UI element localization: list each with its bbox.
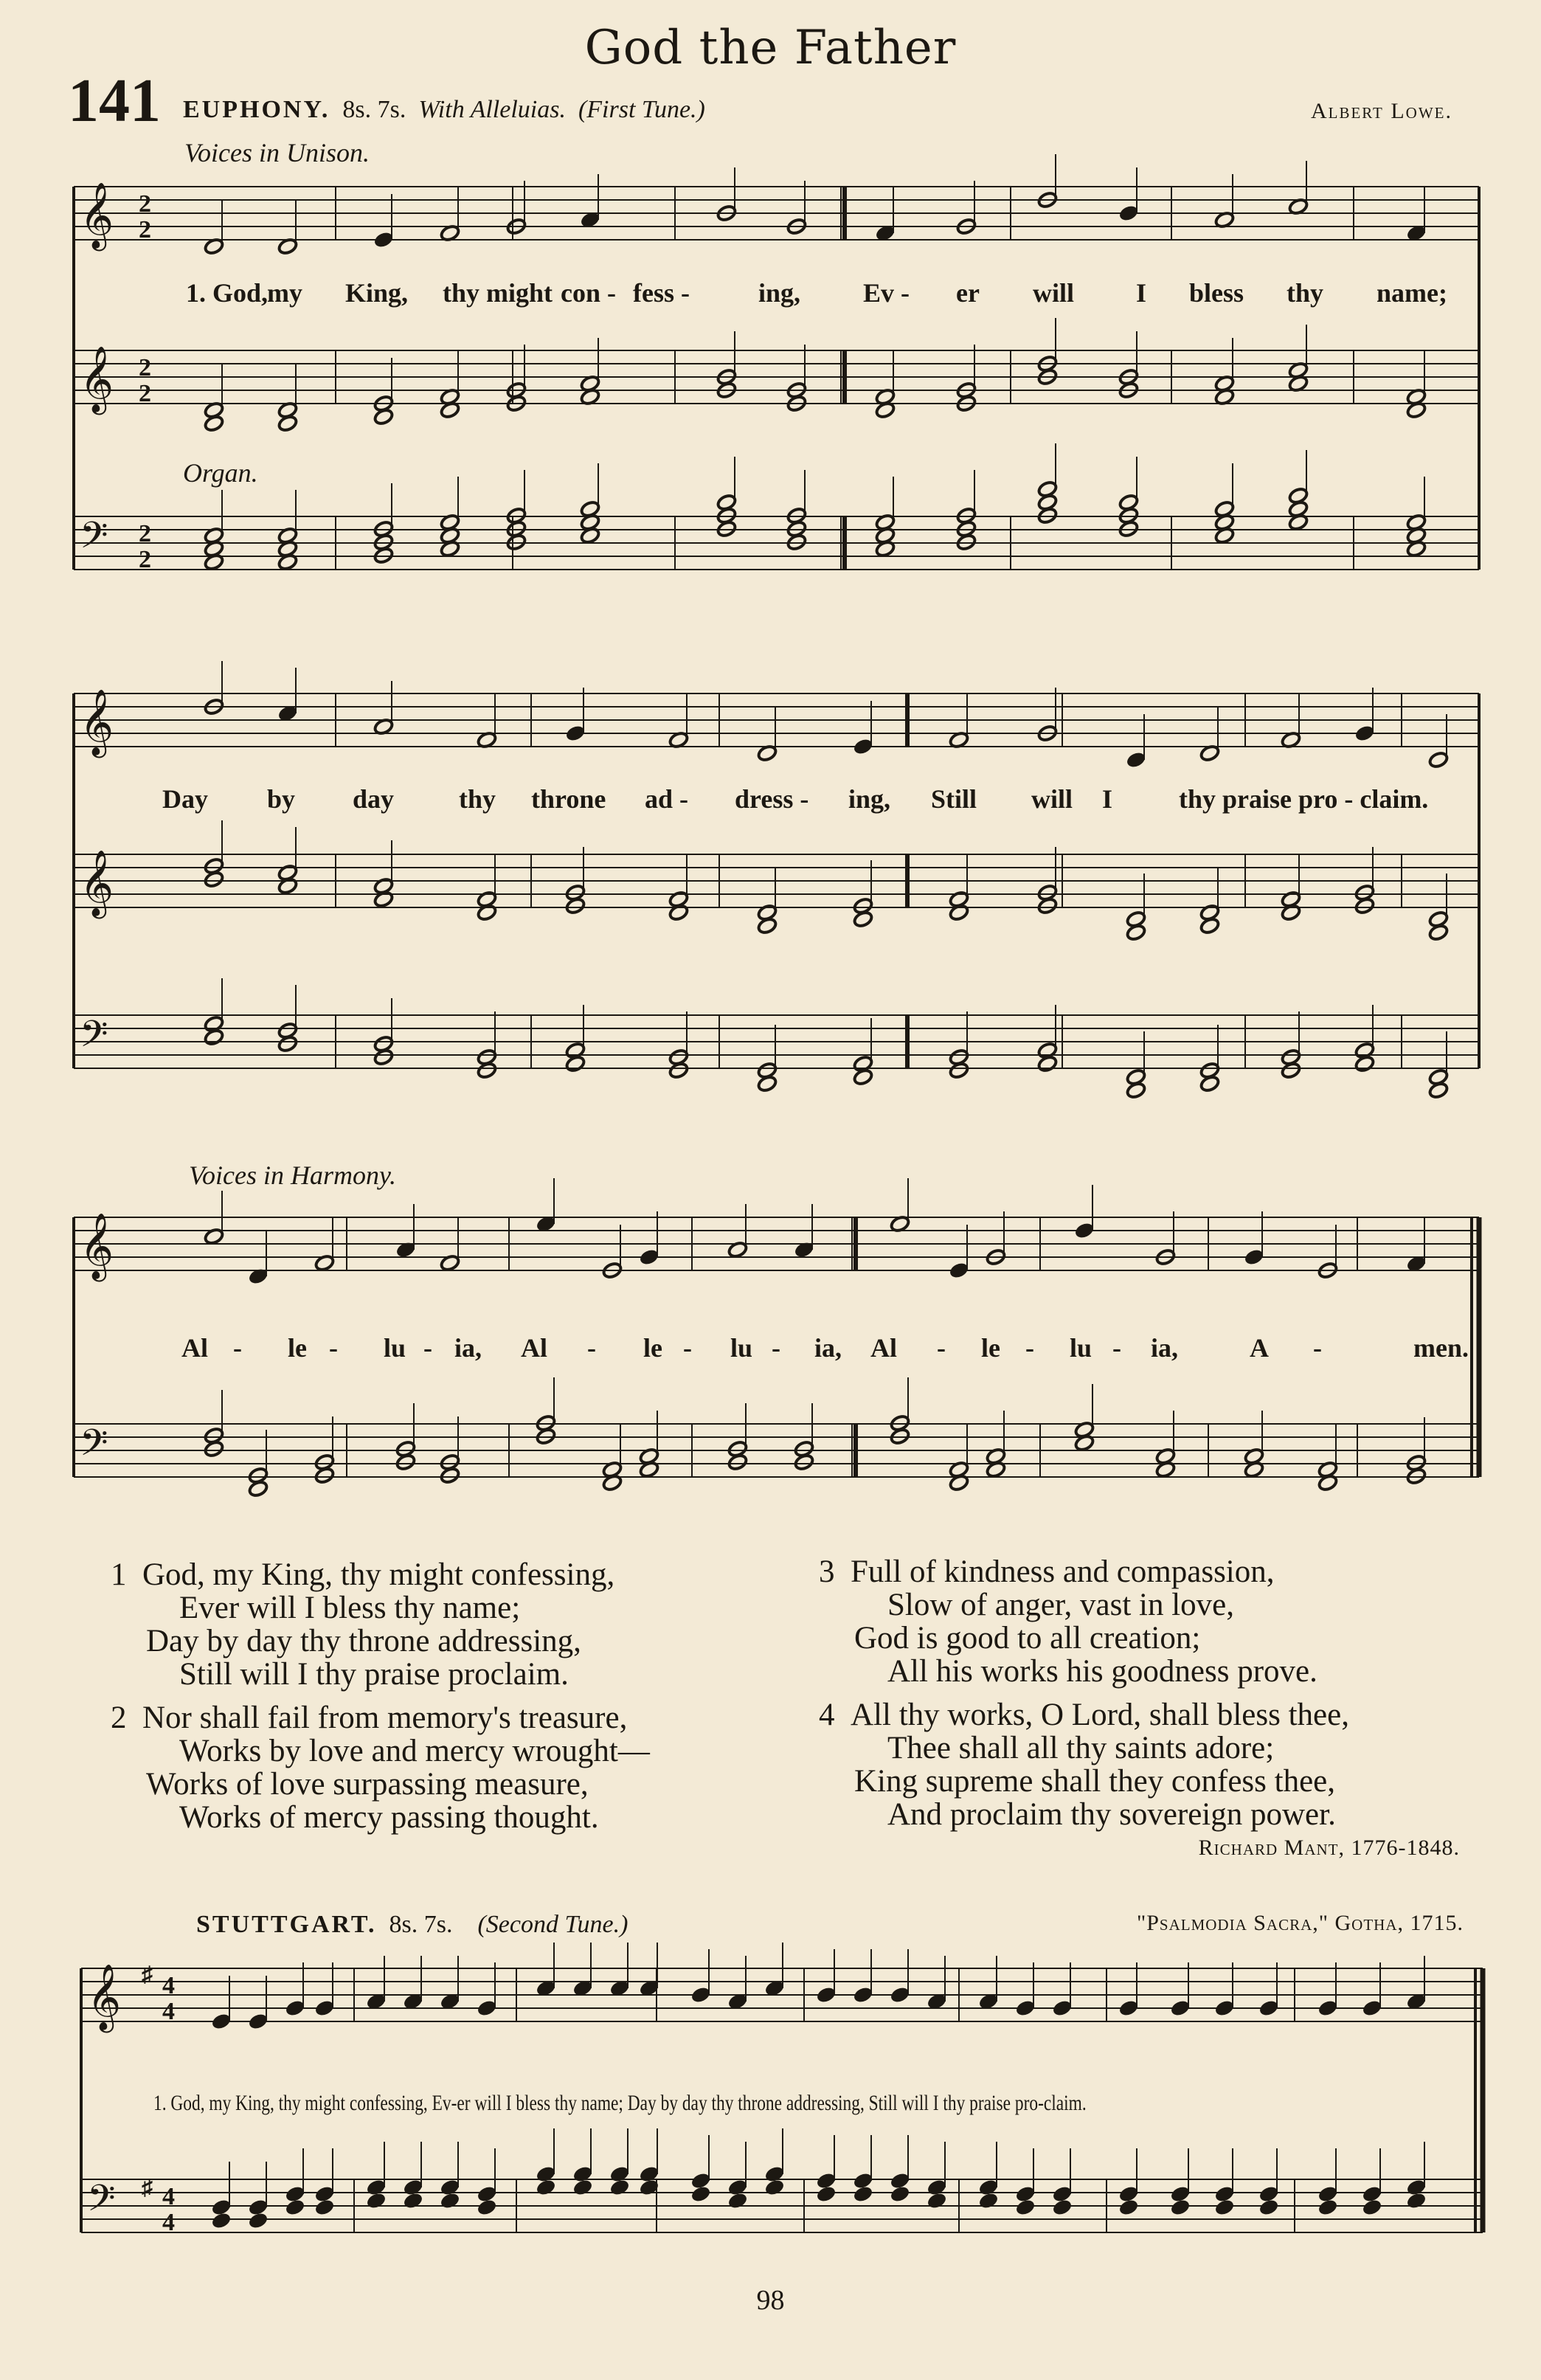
lyric-syllable: -	[772, 1333, 780, 1363]
notehead	[1317, 2185, 1339, 2204]
lyric-syllable: 1. God,	[186, 278, 269, 308]
notehead	[477, 2185, 498, 2204]
notehead	[1362, 1999, 1383, 2018]
notehead	[794, 1453, 815, 1472]
notehead	[1118, 204, 1140, 223]
lyric-syllable: -	[329, 1333, 338, 1363]
notehead	[764, 2165, 786, 2184]
lyric-syllable: thy praise pro - claim.	[1179, 784, 1429, 814]
notehead	[1126, 751, 1147, 769]
notehead	[690, 2185, 712, 2204]
notehead	[690, 1986, 712, 2004]
notehead	[609, 2179, 631, 2197]
notehead	[1170, 2185, 1191, 2204]
notehead	[285, 1999, 306, 2018]
lyric-syllable: ing,	[848, 784, 891, 814]
verse-line: Ever will I bless thy name;	[179, 1591, 521, 1625]
notehead	[1428, 924, 1450, 942]
svg-text:4: 4	[162, 2183, 175, 2210]
composer: Albert Lowe.	[1310, 99, 1452, 123]
notehead	[1281, 1062, 1302, 1080]
notehead	[248, 2199, 269, 2217]
staff-voice-1	[74, 187, 1479, 240]
svg-text:♯: ♯	[142, 1962, 153, 1987]
notehead	[1199, 917, 1221, 935]
notehead	[1118, 2199, 1140, 2217]
verse-line: Thee shall all thy saints adore;	[887, 1731, 1275, 1765]
bass-clef-icon: 𝄢	[80, 514, 108, 566]
lyric-syllable: throne	[531, 784, 606, 814]
notehead	[536, 2179, 557, 2197]
notehead	[1052, 1999, 1073, 2018]
notehead	[477, 1062, 498, 1080]
notehead	[816, 2185, 837, 2204]
staff-organ-treble-1	[74, 350, 1479, 404]
lyric-syllable: lu	[1070, 1333, 1092, 1363]
verse-line: 4 All thy works, O Lord, shall bless thee,	[819, 1698, 1349, 1732]
svg-text:4: 4	[162, 1972, 175, 1999]
notehead	[211, 2013, 232, 2031]
lyric-syllable: Day	[162, 784, 208, 814]
notehead	[373, 408, 395, 426]
lyric-syllable: I	[1136, 278, 1147, 308]
notehead	[477, 904, 498, 922]
svg-text:2: 2	[139, 354, 151, 381]
notehead	[1052, 2185, 1073, 2204]
notehead	[1354, 897, 1376, 916]
notehead	[572, 2165, 594, 2184]
lyric-syllable: er	[956, 278, 980, 308]
notehead	[1244, 1248, 1265, 1267]
notehead	[1126, 1082, 1147, 1100]
svg-text:2: 2	[139, 216, 151, 243]
notehead	[727, 2179, 749, 2197]
notehead	[366, 2179, 387, 2197]
notehead	[1258, 2199, 1280, 2217]
lyric-syllable: lu	[384, 1333, 406, 1363]
verse-line: Day by day thy throne addressing,	[146, 1624, 581, 1658]
stuttgart-lyrics: 1. God, my King, thy might confessing, Ev-er will I bless thy name; Day by day thy throne addressing, Still will I thy praise pro-claim.	[153, 2091, 1087, 2115]
page-number: 98	[756, 2285, 785, 2316]
notehead	[211, 2199, 232, 2217]
lyric-syllable: -	[587, 1333, 596, 1363]
notehead	[565, 724, 586, 743]
notehead	[1118, 1999, 1140, 2018]
notehead	[536, 2165, 557, 2184]
verse-line: 3 Full of kindness and compassion,	[819, 1554, 1275, 1589]
notehead	[927, 2179, 948, 2197]
lyric-syllable: day	[353, 784, 395, 814]
lyric-syllable: dress -	[735, 784, 809, 814]
notehead	[853, 910, 874, 929]
notehead	[314, 1467, 336, 1485]
notehead	[639, 1248, 660, 1267]
lyric-syllable: Still	[931, 784, 977, 814]
verse-line: And proclaim thy sovereign power.	[887, 1797, 1336, 1832]
lyric-syllable: will	[1031, 784, 1073, 814]
lyric-syllable: ad -	[645, 784, 689, 814]
notehead	[1214, 2185, 1236, 2204]
notehead	[757, 1075, 778, 1093]
notehead	[1199, 1075, 1221, 1093]
treble-clef-icon: 𝄞	[80, 346, 114, 412]
tune-source: "Psalmodia Sacra," Gotha, 1715.	[1136, 1911, 1464, 1935]
lyric-syllable: King,	[345, 278, 409, 308]
lyric-syllable: Ev -	[863, 278, 910, 308]
notehead	[248, 1480, 269, 1498]
notehead	[853, 738, 874, 756]
notehead	[204, 1440, 225, 1459]
notehead	[949, 1262, 970, 1280]
lyric-syllable: A	[1250, 1333, 1269, 1363]
notehead	[668, 1062, 690, 1080]
notehead	[1406, 2179, 1427, 2197]
tune-order: (First Tune.)	[578, 96, 705, 123]
notehead	[1362, 2199, 1383, 2217]
notehead	[248, 2013, 269, 2031]
verse-1	[111, 1558, 789, 1691]
section-title: God the Father	[584, 21, 957, 75]
lyric-syllable: name;	[1376, 278, 1447, 308]
notehead	[565, 897, 586, 916]
notehead	[366, 2192, 387, 2210]
notehead	[1015, 1999, 1036, 2018]
notehead	[204, 871, 225, 889]
notehead	[373, 231, 395, 249]
treble-clef-icon: 𝄞	[80, 1213, 114, 1279]
verse-line: Slow of anger, vast in love,	[887, 1588, 1234, 1622]
notehead	[1015, 2185, 1036, 2204]
notehead	[1317, 2199, 1339, 2217]
bass-clef-icon: 𝄢	[80, 1013, 108, 1065]
verse-line: 2 Nor shall fail from memory's treasure,	[111, 1701, 628, 1735]
notehead	[757, 917, 778, 935]
notehead	[1214, 2199, 1236, 2217]
lyric-syllable: by	[267, 784, 296, 814]
verse-line: Works of mercy passing thought.	[179, 1800, 599, 1835]
notehead	[890, 1986, 911, 2004]
staff-harmony-bass	[74, 1424, 1479, 1477]
lyric-syllable: thy might	[443, 278, 553, 308]
svg-text:♯: ♯	[142, 2176, 153, 2200]
notehead	[477, 1999, 498, 2018]
notehead	[1428, 751, 1450, 769]
notehead	[816, 2172, 837, 2190]
verse-line: Still will I thy praise proclaim.	[179, 1657, 569, 1692]
lyric-syllable: will	[1033, 278, 1075, 308]
direction-harmony: Voices in Harmony.	[189, 1160, 396, 1190]
notehead	[440, 1467, 461, 1485]
lyric-syllable: ing,	[758, 278, 801, 308]
lyric-syllable: -	[1313, 1333, 1322, 1363]
lyric-syllable: -	[1112, 1333, 1121, 1363]
lyric-syllable: thy	[1287, 278, 1324, 308]
bass-clef-icon: 𝄢	[87, 2177, 116, 2229]
notehead	[1258, 2185, 1280, 2204]
verse-line: God is good to all creation;	[854, 1621, 1201, 1656]
notehead	[1126, 924, 1147, 942]
notehead	[1052, 2199, 1073, 2217]
notehead	[1118, 2185, 1140, 2204]
treble-clef-icon: 𝄞	[80, 850, 114, 916]
notehead	[373, 1048, 395, 1067]
notehead	[764, 2179, 786, 2197]
lyric-syllable: -	[233, 1333, 242, 1363]
tune-name: EUPHONY.	[183, 96, 330, 123]
notehead	[314, 2199, 336, 2217]
verse-2	[111, 1701, 789, 1834]
notehead	[853, 2185, 874, 2204]
verse-line: All his works his goodness prove.	[887, 1654, 1317, 1689]
notehead	[668, 904, 690, 922]
notehead	[1170, 1999, 1191, 2018]
verses-left	[111, 1558, 789, 1834]
notehead	[853, 2172, 874, 2190]
meter: 8s. 7s.	[342, 96, 406, 123]
notehead	[403, 2192, 424, 2210]
svg-text:4: 4	[162, 1998, 175, 2025]
notehead	[609, 2165, 631, 2184]
second-tune-heading	[196, 1911, 628, 1939]
notehead	[285, 2199, 306, 2217]
notehead	[853, 1068, 874, 1087]
lyric-syllable: le	[288, 1333, 307, 1363]
lyric-syllable: my	[267, 278, 302, 308]
notehead	[1317, 1999, 1339, 2018]
hymn-number: 141	[68, 66, 161, 135]
notehead	[978, 2192, 1000, 2210]
direction-organ: Organ.	[183, 458, 258, 488]
notehead	[1354, 724, 1376, 743]
lyric-syllable: ia,	[1151, 1333, 1179, 1363]
notehead	[816, 1986, 837, 2004]
notehead	[727, 1453, 749, 1472]
lyric-syllable: con -	[561, 278, 616, 308]
notehead	[395, 1453, 417, 1472]
notehead	[277, 1035, 299, 1054]
svg-text:2: 2	[139, 190, 151, 218]
verse-line: 1 God, my King, thy might confessing,	[111, 1557, 615, 1592]
verse-line: King supreme shall they confess thee,	[854, 1764, 1335, 1799]
verse-line: Works of love surpassing measure,	[146, 1767, 589, 1802]
lyric-syllable: -	[1025, 1333, 1034, 1363]
notehead	[1015, 2199, 1036, 2217]
staff-harmony-treble	[74, 1217, 1479, 1270]
notehead	[1354, 1055, 1376, 1073]
lyric-syllable: -	[937, 1333, 946, 1363]
verse-4	[819, 1698, 1497, 1831]
svg-text:2: 2	[139, 546, 151, 573]
alleluias-note: With Alleluias.	[418, 96, 566, 123]
verse-3	[819, 1555, 1497, 1688]
lyric-syllable: -	[423, 1333, 432, 1363]
notehead	[477, 2199, 498, 2217]
notehead	[248, 2212, 269, 2230]
verses-right	[819, 1555, 1497, 1831]
author: Richard Mant, 1776-1848.	[1198, 1836, 1460, 1860]
notehead	[690, 2172, 712, 2190]
lyric-syllable: fess -	[633, 278, 690, 308]
notehead	[1362, 2185, 1383, 2204]
notehead	[373, 890, 395, 909]
svg-text:2: 2	[139, 380, 151, 407]
lyric-syllable: le	[981, 1333, 1000, 1363]
notehead	[853, 1986, 874, 2004]
notehead	[440, 2192, 461, 2210]
notehead	[277, 415, 299, 433]
notehead	[890, 2172, 911, 2190]
lyric-syllable: I	[1102, 784, 1113, 814]
notehead	[890, 2185, 911, 2204]
lyric-syllable: men.	[1413, 1333, 1469, 1363]
notehead	[727, 2192, 749, 2210]
staff-organ-bass-2	[74, 1015, 1479, 1068]
notehead	[1170, 2199, 1191, 2217]
direction-unison: Voices in Unison.	[184, 138, 370, 167]
notehead	[1258, 1999, 1280, 2018]
notehead	[927, 2192, 948, 2210]
meter: 8s. 7s.	[389, 1911, 453, 1938]
notehead	[572, 2179, 594, 2197]
notehead	[978, 2179, 1000, 2197]
notehead	[204, 1028, 225, 1047]
lyric-syllable: Al	[870, 1333, 897, 1363]
notehead	[565, 1055, 586, 1073]
lyric-syllable: -	[683, 1333, 692, 1363]
notehead	[1037, 1055, 1059, 1073]
tune-order: (Second Tune.)	[477, 1911, 628, 1938]
notehead	[285, 2185, 306, 2204]
lyric-syllable: Al	[181, 1333, 208, 1363]
notehead	[1074, 1222, 1095, 1240]
treble-clef-icon: 𝄞	[87, 1964, 122, 2030]
notehead	[314, 2185, 336, 2204]
tune-name: STUTTGART.	[196, 1911, 377, 1938]
treble-clef-icon: 𝄞	[80, 182, 114, 249]
svg-text:2: 2	[139, 520, 151, 547]
notehead	[1428, 1082, 1450, 1100]
lyric-syllable: bless	[1189, 278, 1244, 308]
notehead	[1037, 897, 1059, 916]
lyric-syllable: Al	[521, 1333, 547, 1363]
notehead	[949, 904, 970, 922]
verse-line: Works by love and mercy wrought—	[179, 1734, 650, 1768]
svg-text:4: 4	[162, 2209, 175, 2236]
notehead	[211, 2212, 232, 2230]
notehead	[204, 415, 225, 433]
lyric-syllable: thy	[459, 784, 496, 814]
notehead	[949, 1062, 970, 1080]
lyric-syllable: ia,	[814, 1333, 842, 1363]
lyric-syllable: le	[643, 1333, 662, 1363]
notehead	[277, 877, 299, 896]
lyric-syllable: lu	[730, 1333, 753, 1363]
notehead	[1214, 1999, 1236, 2018]
notehead	[314, 1999, 336, 2018]
notehead	[1281, 904, 1302, 922]
treble-clef-icon: 𝄞	[80, 689, 114, 755]
lyric-syllable: ia,	[454, 1333, 482, 1363]
notehead	[1406, 2192, 1427, 2210]
notehead	[440, 2179, 461, 2197]
notehead	[403, 2179, 424, 2197]
bass-clef-icon: 𝄢	[80, 1422, 108, 1473]
